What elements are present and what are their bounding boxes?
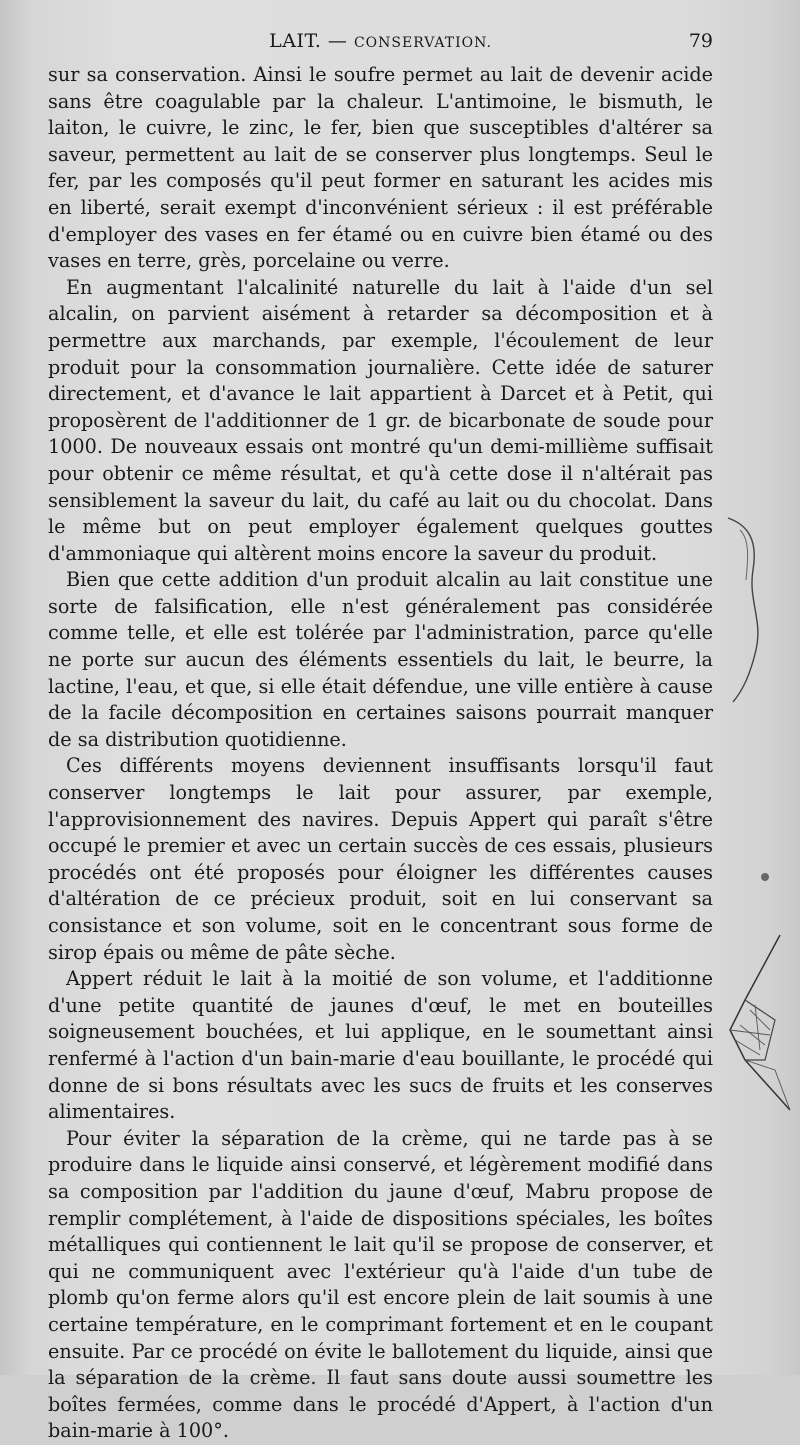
margin-bracket-mark <box>718 510 768 710</box>
running-title <box>48 30 713 52</box>
paragraph-5: Appert réduit le lait à la moitié de son volume, et l'additionne d'une petite quantité de jaunes d'œuf, le met en bouteilles soigneusement bouchées, et lui applique, en le soumettant ainsi renfermé à l'action d'un bain-marie d'eau bouillante, le procédé qui donne de si bons résultats avec les sucs de fruits et les conserves alimentaires. <box>48 967 713 1124</box>
paragraph-3: Bien que cette addition d'un produit alcalin au lait constitue une sorte de falsification, elle n'est généralement pas considérée comme telle, et elle est tolérée par l'administration, parce qu'elle ne porte sur aucun des éléments essentiels du lait, le beurre, la lactine, l'eau, et que, si elle était défendue, une ville entière à cause de la facile décomposition en certaines saisons pourrait manquer de sa distribution quotidienne. <box>48 568 713 751</box>
header-subtitle: CONSERVATION. <box>353 35 492 51</box>
margin-dot-mark <box>758 870 772 884</box>
header-title: LAIT. <box>269 30 322 52</box>
paragraph-6: Pour éviter la séparation de la crème, qui ne tarde pas à se produire dans le liquide ainsi conservé, et légèrement modifié dans sa composition par l'addition du jaune d'œuf, Mabru propose de remplir complétement, à l'aide de dispositions spéciales, les boîtes métalliques qui contiennent le lait qu'il se propose de conserver, et qui ne communiquent avec l'extérieur qu'à l'aide d'un tube de plomb qu'on ferme alors qu'il est encore plein de lait soumis à une certaine température, en le comprimant fortement et en le coupant ensuite. Par ce procédé on évite le ballotement du liquide, ainsi que la séparation de la crème. Il faut sans doute aussi soumettre les boîtes fermées, comme dans le procédé d'Appert, à l'action d'un bain-marie à 100°. <box>48 1126 713 1443</box>
running-header <box>48 30 713 60</box>
paragraph-4: Ces différents moyens deviennent insuffisants lorsqu'il faut conserver longtemps le lait pour assurer, par exemple, l'approvisionnement des navires. Depuis Appert qui paraît s'être occupé le premier et avec un certain succès de ces essais, plusieurs procédés ont été proposés pour éloigner les différentes causes d'altération de ce précieux produit, soit en lui conservant sa consistance et son volume, soit en le concentrant sous forme de sirop épais ou même de pâte sèche. <box>48 754 713 964</box>
margin-cobweb-mark <box>705 930 800 1120</box>
paragraph-2: En augmentant l'alcalinité naturelle du lait à l'aide d'un sel alcalin, on parvient aisément à retarder sa décomposition et à permettre aux marchands, par exemple, l'écoulement de leur produit pour la consommation journalière. Cette idée de saturer directement, et d'avance le lait appartient à Darcet et à Petit, qui proposèrent de l'additionner de 1 gr. de bicarbonate de soude pour 1000. De nouveaux essais ont montré qu'un demi-millième suffisait pour obtenir ce même résultat, et qu'à cette dose il n'altérait pas sensiblement la saveur du lait, du café au lait ou du chocolat. Dans le même but on peut employer également quelques gouttes d'ammoniaque qui altèrent moins encore la saveur du produit. <box>48 275 713 565</box>
header-separator: — <box>327 30 348 52</box>
page-number: 79 <box>688 30 713 52</box>
paragraph-1: sur sa conservation. Ainsi le soufre permet au lait de devenir acide sans être coagulable par la chaleur. L'antimoine, le bismuth, le laiton, le cuivre, le zinc, le fer, bien que susceptibles d'altérer sa saveur, permettent au lait de se conserver plus longtemps. Seul le fer, par les composés qu'il peut former en saturant les acides mis en liberté, serait exempt d'inconvénient sérieux : il est préférable d'employer des vases en fer étamé ou en cuivre bien étamé ou des vases en terre, grès, porcelaine ou verre. <box>48 63 713 273</box>
body-text <box>48 62 713 1445</box>
